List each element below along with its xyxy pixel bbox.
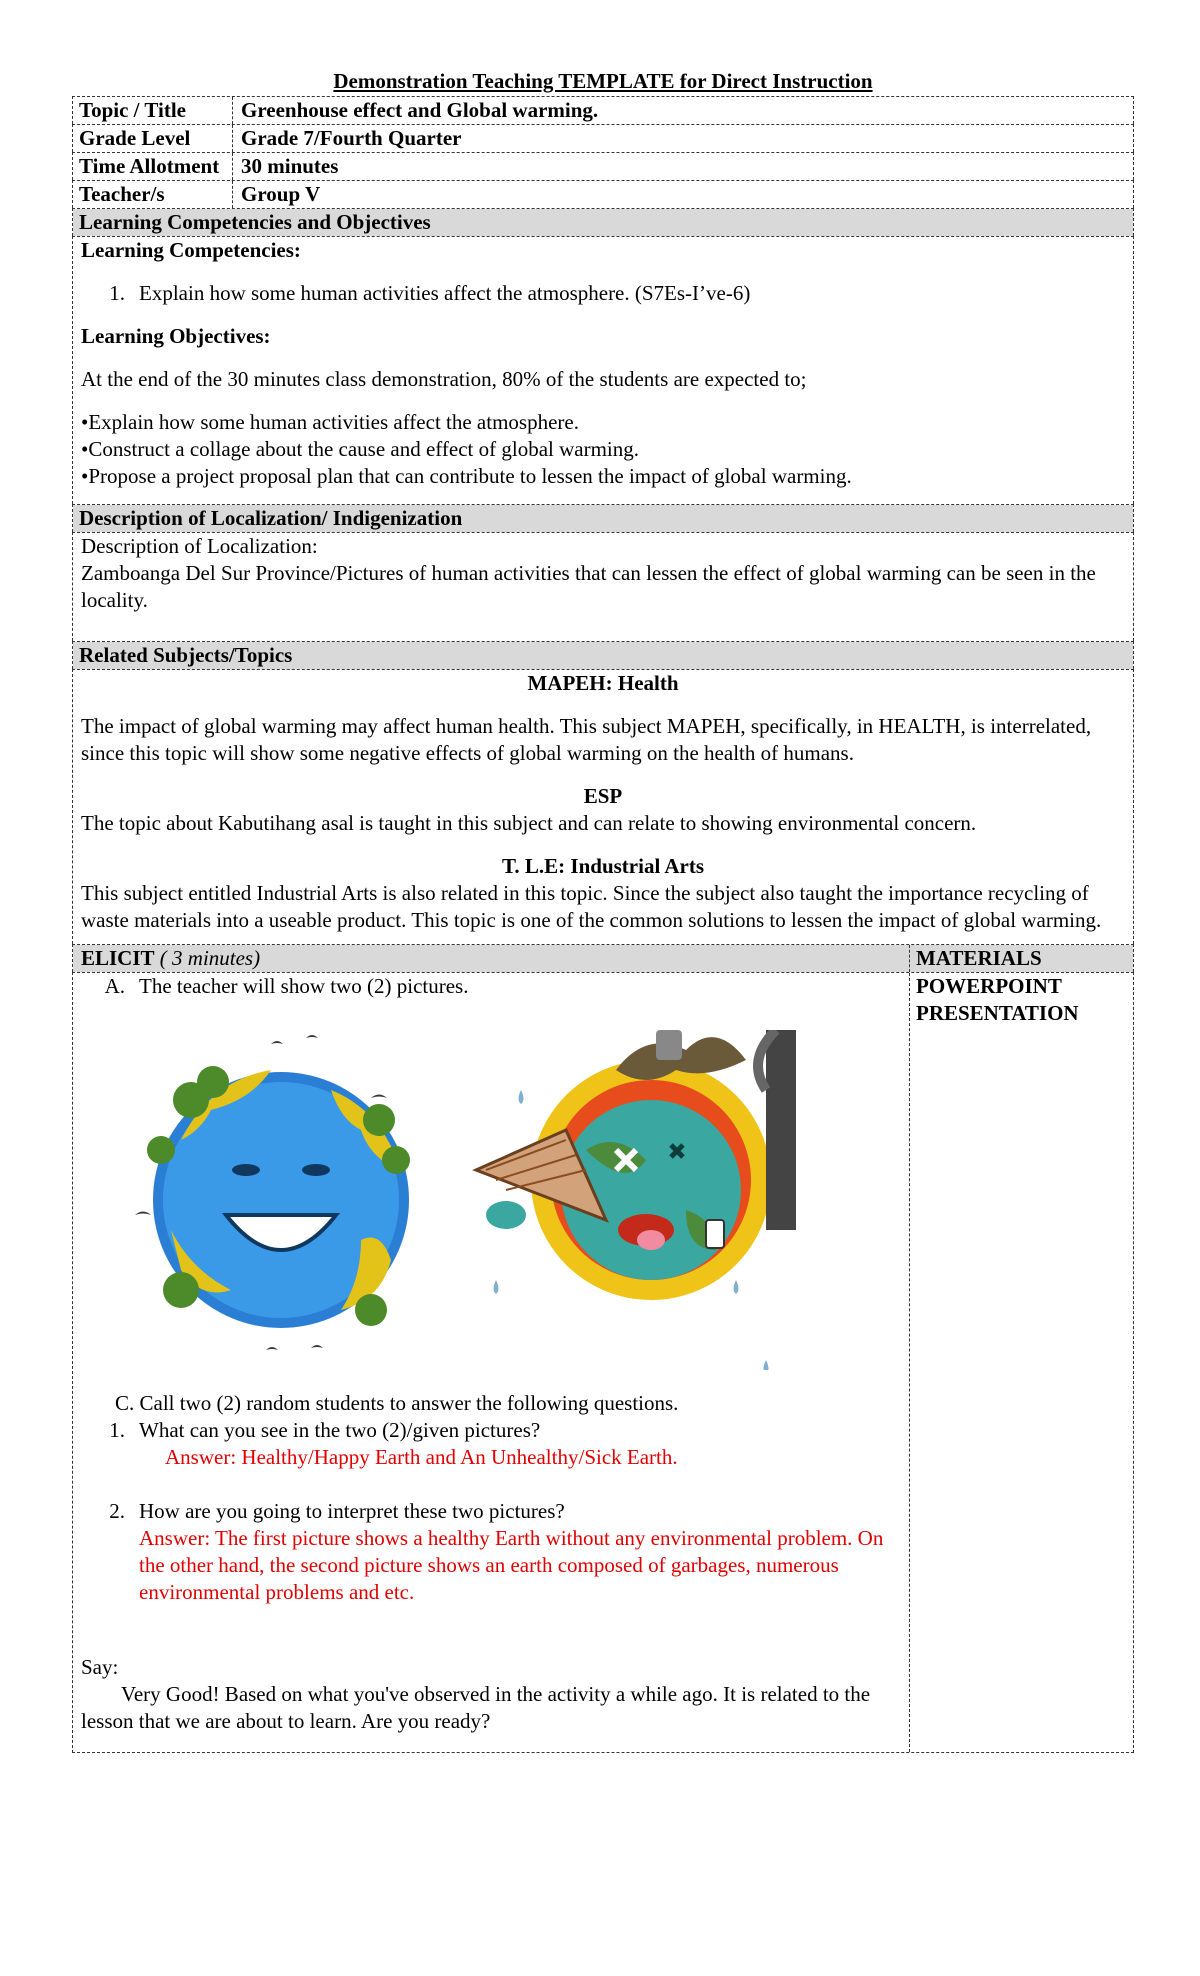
lesson-plan-page <box>72 68 1134 1753</box>
mapeh-text: The impact of global warming may affect human health. This subject MAPEH, specifically, in HEALTH, is interrelated, since this topic will show some negative effects of global warming on the health of humans. <box>81 714 1092 765</box>
info-row-time <box>72 152 1134 180</box>
esp-text: The topic about Kabutihang asal is taught in this subject and can relate to showing environmental concern. <box>81 811 977 835</box>
info-row-topic <box>72 96 1134 124</box>
materials-cell: POWERPOINT PRESENTATION <box>909 973 1133 1752</box>
materials-header: MATERIALS <box>909 945 1133 972</box>
competencies-section <box>72 236 1134 504</box>
happy-earth-icon <box>121 1030 441 1370</box>
document-title: Demonstration Teaching TEMPLATE for Direct Instruction <box>333 69 873 93</box>
info-value: 30 minutes <box>241 154 339 178</box>
tle-title: T. L.E: Industrial Arts <box>501 854 705 878</box>
info-label: Topic / Title <box>73 97 233 124</box>
section-header-related <box>72 641 1134 669</box>
section-header: Related Subjects/Topics <box>73 642 1133 669</box>
elicit-header-row <box>72 944 1134 972</box>
section-header: Learning Competencies and Objectives <box>73 209 1133 236</box>
info-value: Greenhouse effect and Global warming. <box>241 98 599 122</box>
section-header: Description of Localization/ Indigenization <box>73 505 1133 532</box>
objectives-label: Learning Objectives: <box>81 324 271 348</box>
say-label: Say: <box>81 1655 119 1679</box>
info-row-teacher <box>72 180 1134 208</box>
info-value: Grade 7/Fourth Quarter <box>241 126 462 150</box>
localization-text: Zamboanga Del Sur Province/Pictures of human activities that can lessen the effect of global warming can be seen in the locality. <box>81 561 1096 612</box>
objective-item: •Propose a project proposal plan that can contribute to lessen the impact of global warming. <box>81 464 852 488</box>
question-1: 1. What can you see in the two (2)/given pictures? <box>109 1418 541 1442</box>
section-header-localization <box>72 504 1134 532</box>
info-label: Teacher/s <box>73 181 233 208</box>
say-text: Very Good! Based on what you've observed in the activity a while ago. It is related to the lesson that we are about to learn. Are you ready? <box>81 1682 871 1733</box>
sick-earth-icon <box>466 1030 811 1370</box>
info-label: Grade Level <box>73 125 233 152</box>
info-row-grade <box>72 124 1134 152</box>
step-a: A. The teacher will show two (2) pictures. <box>104 974 469 998</box>
objective-item: •Construct a collage about the cause and effect of global warming. <box>81 437 640 461</box>
localization-label: Description of Localization: <box>81 534 318 558</box>
esp-title: ESP <box>583 784 623 808</box>
mapeh-title: MAPEH: Health <box>527 671 679 695</box>
competency-item: 1. Explain how some human activities affect the atmosphere. (S7Es-I’ve-6) <box>109 281 751 305</box>
answer-2: Answer: The first picture shows a healthy Earth without any environmental problem. On the other hand, the second picture shows an earth composed of garbages, numerous environmental problems and etc. <box>139 1526 884 1604</box>
competencies-label: Learning Competencies: <box>81 238 301 262</box>
info-value: Group V <box>241 182 321 206</box>
lesson-plan-table <box>72 96 1134 1753</box>
question-2: 2. How are you going to interpret these two pictures? <box>109 1499 565 1523</box>
elicit-header: ELICIT ( 3 minutes) <box>73 945 909 972</box>
earth-pictures <box>81 1000 901 1390</box>
tle-text: This subject entitled Industrial Arts is also related in this topic. Since the subject also taught the importance recycling of waste materials into a useable product. This topic is one of the common solutions to lessen the impact of global warming. <box>81 881 1102 932</box>
localization-section <box>72 532 1134 641</box>
step-c: C. Call two (2) random students to answer the following questions. <box>115 1391 679 1415</box>
section-header-competencies <box>72 208 1134 236</box>
related-section <box>72 669 1134 944</box>
elicit-section <box>72 972 1134 1753</box>
objectives-intro: At the end of the 30 minutes class demonstration, 80% of the students are expected to; <box>81 367 807 391</box>
objective-item: •Explain how some human activities affect the atmosphere. <box>81 410 579 434</box>
info-label: Time Allotment <box>73 153 233 180</box>
answer-1: Answer: Healthy/Happy Earth and An Unhealthy/Sick Earth. <box>165 1445 678 1469</box>
